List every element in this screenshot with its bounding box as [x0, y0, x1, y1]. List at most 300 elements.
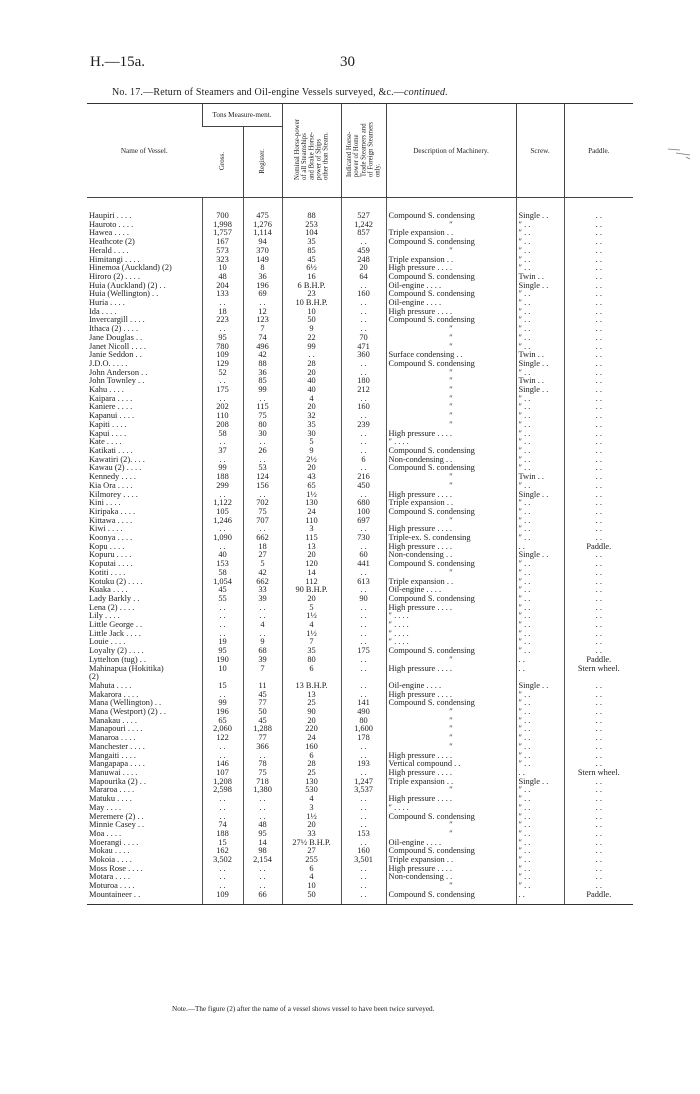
cell-indicated: . .	[341, 586, 386, 595]
cell-gross: . .	[202, 865, 243, 874]
cell-paddle: . .	[564, 369, 633, 378]
table-row	[87, 430, 633, 439]
cell-name: Koputai . . . .	[89, 560, 133, 569]
cell-screw: ″ . .	[516, 438, 564, 447]
cell-nominal: 25	[282, 699, 341, 708]
cell-screw: Single . .	[516, 491, 564, 500]
cell-indicated: 70	[341, 334, 386, 343]
col-gross-header-text: Gross.	[217, 151, 226, 171]
cell-name: Moa . . . .	[89, 829, 122, 838]
cell-screw: ″ . .	[516, 508, 564, 517]
cell-indicated: . .	[341, 630, 386, 639]
cell-machinery: ″	[386, 717, 516, 726]
cell-register	[243, 673, 282, 682]
cell-gross: 133	[202, 290, 243, 299]
table-row	[87, 586, 633, 595]
cell-nominal: 20	[282, 595, 341, 604]
cell-indicated: . .	[341, 882, 386, 891]
cell-name: Loyalty (2) . . . .	[89, 647, 144, 656]
cell-screw: ″ . .	[516, 264, 564, 273]
cell-gross: . .	[202, 299, 243, 308]
cell-nominal: 220	[282, 725, 341, 734]
cell-indicated: . .	[341, 813, 386, 822]
cell-name: Mangapapa . . . .	[89, 760, 145, 769]
cell-paddle	[564, 673, 633, 682]
cell-machinery: Compound S. condensing	[386, 290, 516, 299]
cell-gross: 99	[202, 699, 243, 708]
cell-paddle: . .	[564, 238, 633, 247]
table-row	[87, 395, 633, 404]
cell-screw: ″ . .	[516, 873, 564, 882]
cell-paddle: Stern wheel.	[564, 769, 633, 778]
cell-name: Kopu . . . .	[89, 542, 125, 551]
cell-gross: 204	[202, 282, 243, 291]
cell-name: Little George . .	[89, 621, 143, 630]
cell-indicated: 1,247	[341, 778, 386, 787]
cell-screw: ″ . .	[516, 229, 564, 238]
cell-name: Huia (Auckland) (2) . .	[89, 281, 166, 290]
cell-paddle: . .	[564, 839, 633, 848]
cell-indicated: 248	[341, 256, 386, 265]
cell-machinery: ″	[386, 334, 516, 343]
page-code: H.—15a.	[90, 54, 145, 70]
indicated-line-5: only.	[374, 163, 382, 178]
cell-nominal: 20	[282, 717, 341, 726]
cell-nominal: 10	[282, 308, 341, 317]
cell-nominal: 9	[282, 447, 341, 456]
cell-name: Mararoa . . . .	[89, 786, 135, 795]
cell-machinery: Triple expansion . .	[386, 256, 516, 265]
cell-screw: ″ . .	[516, 308, 564, 317]
cell-nominal: 23	[282, 290, 341, 299]
cell-gross: 99	[202, 464, 243, 473]
indicated-line-2: power of Home	[352, 134, 360, 178]
cell-machinery: High pressure . . . .	[386, 769, 516, 778]
cell-screw: ″ . .	[516, 316, 564, 325]
cell-register: . .	[243, 525, 282, 534]
cell-machinery: Compound S. condensing	[386, 560, 516, 569]
cell-nominal: 253	[282, 221, 341, 230]
cell-paddle: . .	[564, 308, 633, 317]
cell-paddle: . .	[564, 386, 633, 395]
cell-gross: 2,060	[202, 725, 243, 734]
cell-machinery: High pressure . . . .	[386, 525, 516, 534]
cell-machinery: Compound S. condensing	[386, 647, 516, 656]
cell-gross: 573	[202, 247, 243, 256]
cell-paddle: . .	[564, 638, 633, 647]
cell-register: 662	[243, 578, 282, 587]
cell-nominal: 255	[282, 856, 341, 865]
cell-gross: 1,757	[202, 229, 243, 238]
cell-screw: ″ . .	[516, 795, 564, 804]
table-row	[87, 673, 633, 682]
cell-name: Himitangi . . . .	[89, 255, 140, 264]
cell-gross: . .	[202, 743, 243, 752]
cell-nominal: 110	[282, 517, 341, 526]
cell-gross: 196	[202, 708, 243, 717]
cell-screw: ″ . .	[516, 839, 564, 848]
cell-indicated: 459	[341, 247, 386, 256]
cell-machinery: ″	[386, 247, 516, 256]
nominal-line-1: Nominal Horse-power	[293, 119, 301, 180]
cell-name: Mokoia . . . .	[89, 856, 132, 865]
cell-indicated: 6	[341, 456, 386, 465]
cell-gross: 1,122	[202, 499, 243, 508]
table-row	[87, 438, 633, 447]
cell-nominal: 43	[282, 473, 341, 482]
table-row	[87, 612, 633, 621]
cell-name: Mangaiti . . . .	[89, 751, 136, 760]
table-row	[87, 334, 633, 343]
cell-paddle: . .	[564, 534, 633, 543]
cell-paddle: . .	[564, 612, 633, 621]
table-row	[87, 752, 633, 761]
cell-register: 7	[243, 665, 282, 674]
cell-name: Huria . . . .	[89, 299, 125, 308]
cell-nominal: 40	[282, 377, 341, 386]
cell-register: 45	[243, 717, 282, 726]
cell-machinery: ″	[386, 473, 516, 482]
cell-paddle: . .	[564, 456, 633, 465]
cell-name: Kiripaka . . . .	[89, 507, 136, 516]
cell-screw: Twin . .	[516, 273, 564, 282]
table-row	[87, 534, 633, 543]
cell-machinery: Triple expansion . .	[386, 499, 516, 508]
cell-register: 5	[243, 560, 282, 569]
cell-machinery: Surface condensing . .	[386, 351, 516, 360]
cell-paddle: . .	[564, 343, 633, 352]
cell-screw: ″ . .	[516, 456, 564, 465]
cell-name: Kapanui . . . .	[89, 412, 135, 421]
cell-machinery: High pressure . . . .	[386, 865, 516, 874]
col-indicated-header	[341, 104, 386, 198]
cell-screw: ″ . .	[516, 725, 564, 734]
cell-indicated: . .	[341, 656, 386, 665]
cell-gross: 95	[202, 334, 243, 343]
cell-indicated: . .	[341, 447, 386, 456]
cell-nominal: 1½	[282, 612, 341, 621]
cell-paddle: . .	[564, 290, 633, 299]
table-row	[87, 813, 633, 822]
cell-gross: 175	[202, 386, 243, 395]
cell-gross: 1,054	[202, 578, 243, 587]
cell-nominal: 104	[282, 229, 341, 238]
cell-name: Hauroto . . . .	[89, 220, 134, 229]
cell-screw: . .	[516, 543, 564, 552]
cell-machinery: ″	[386, 830, 516, 839]
cell-machinery: ″	[386, 482, 516, 491]
cell-gross: . .	[202, 543, 243, 552]
cell-nominal: 50	[282, 316, 341, 325]
cell-paddle: . .	[564, 821, 633, 830]
cell-machinery: Non-condensing . .	[386, 873, 516, 882]
cell-screw: . .	[516, 891, 564, 904]
cell-screw: ″ . .	[516, 638, 564, 647]
cell-register: 36	[243, 273, 282, 282]
cell-name: Mana (Wellington) . .	[89, 699, 162, 708]
table-row	[87, 743, 633, 752]
cell-machinery: Compound S. condensing	[386, 360, 516, 369]
cell-register: 366	[243, 743, 282, 752]
cell-indicated: 20	[341, 264, 386, 273]
cell-nominal	[282, 673, 341, 682]
cell-indicated: 3,501	[341, 856, 386, 865]
cell-paddle: . .	[564, 421, 633, 430]
cell-screw: Twin . .	[516, 377, 564, 386]
cell-paddle: . .	[564, 595, 633, 604]
cell-indicated	[341, 673, 386, 682]
table-row	[87, 560, 633, 569]
table-row	[87, 403, 633, 412]
cell-machinery: ″	[386, 725, 516, 734]
cell-screw: ″ . .	[516, 290, 564, 299]
cell-screw: ″ . .	[516, 325, 564, 334]
cell-gross: 52	[202, 369, 243, 378]
cell-indicated: . .	[341, 569, 386, 578]
cell-paddle: . .	[564, 682, 633, 691]
col-description-header: Description of Machinery.	[386, 104, 516, 198]
cell-gross: 190	[202, 656, 243, 665]
cell-nominal: 20	[282, 464, 341, 473]
table-row	[87, 282, 633, 291]
cell-indicated: . .	[341, 665, 386, 674]
cell-nominal: 6	[282, 665, 341, 674]
cell-indicated: 441	[341, 560, 386, 569]
cell-gross: 37	[202, 447, 243, 456]
cell-paddle: . .	[564, 464, 633, 473]
cell-gross: 188	[202, 473, 243, 482]
cell-name: Kate . . . .	[89, 438, 122, 447]
cell-paddle: . .	[564, 325, 633, 334]
cell-screw: ″ . .	[516, 499, 564, 508]
cell-register: 7	[243, 325, 282, 334]
cell-register: 1,288	[243, 725, 282, 734]
cell-gross: 153	[202, 560, 243, 569]
cell-screw: ″ . .	[516, 717, 564, 726]
cell-paddle: . .	[564, 551, 633, 560]
cell-nominal: 4	[282, 621, 341, 630]
cell-indicated: . .	[341, 430, 386, 439]
cell-gross: . .	[202, 438, 243, 447]
cell-screw: ″ . .	[516, 621, 564, 630]
cell-register: 14	[243, 839, 282, 848]
table-row	[87, 273, 633, 282]
cell-machinery: ″ . . . .	[386, 638, 516, 647]
cell-name: Kittawa . . . .	[89, 516, 133, 525]
cell-name: Manaroa . . . .	[89, 734, 136, 743]
cell-indicated: . .	[341, 682, 386, 691]
cell-register: 1,114	[243, 229, 282, 238]
table-row	[87, 734, 633, 743]
cell-name: Manapouri . . . .	[89, 725, 143, 734]
cell-screw: ″ . .	[516, 586, 564, 595]
cell-register: . .	[243, 795, 282, 804]
col-nominal-header-text	[294, 119, 330, 180]
cell-nominal: 27½ B.H.P.	[282, 839, 341, 848]
cell-nominal: 6	[282, 865, 341, 874]
cell-register: 42	[243, 569, 282, 578]
cell-nominal: 4	[282, 395, 341, 404]
cell-indicated: . .	[341, 691, 386, 700]
table-row	[87, 691, 633, 700]
cell-paddle: . .	[564, 717, 633, 726]
cell-paddle: . .	[564, 198, 633, 221]
table-title-continued: continued.	[404, 87, 448, 98]
cell-machinery: Compound S. condensing	[386, 699, 516, 708]
cell-indicated: . .	[341, 491, 386, 500]
cell-register: 1,380	[243, 786, 282, 795]
cell-name: Ithaca (2) . . . .	[89, 325, 139, 334]
cell-indicated: 697	[341, 517, 386, 526]
cell-nominal: 22	[282, 334, 341, 343]
cell-register: 45	[243, 691, 282, 700]
cell-register: 8	[243, 264, 282, 273]
cell-register: 4	[243, 621, 282, 630]
cell-nominal: 6	[282, 752, 341, 761]
table-row	[87, 421, 633, 430]
cell-gross: 15	[202, 682, 243, 691]
cell-nominal: 32	[282, 412, 341, 421]
cell-register: 53	[243, 464, 282, 473]
table-row	[87, 238, 633, 247]
cell-gross: . .	[202, 621, 243, 630]
cell-indicated: . .	[341, 795, 386, 804]
cell-machinery: ″	[386, 395, 516, 404]
cell-screw: . .	[516, 656, 564, 665]
cell-register: 18	[243, 543, 282, 552]
cell-indicated: 90	[341, 595, 386, 604]
cell-name: Kini . . . .	[89, 499, 121, 508]
cell-name: Kuaka . . . .	[89, 586, 128, 595]
cell-paddle: . .	[564, 473, 633, 482]
cell-machinery: Oil-engine . . . .	[386, 299, 516, 308]
cell-register: 26	[243, 447, 282, 456]
cell-indicated: 527	[341, 198, 386, 221]
table-row	[87, 491, 633, 500]
cell-gross: 109	[202, 891, 243, 904]
cell-name: Mana (Westport) (2) . .	[89, 708, 167, 717]
cell-indicated: . .	[341, 525, 386, 534]
cell-nominal: 24	[282, 734, 341, 743]
cell-screw: ″ . .	[516, 691, 564, 700]
cell-paddle: . .	[564, 447, 633, 456]
cell-gross: 55	[202, 595, 243, 604]
cell-gross: 19	[202, 638, 243, 647]
cell-register: 196	[243, 282, 282, 291]
cell-paddle: . .	[564, 264, 633, 273]
col-tonnage-header: Tons Measure-ment.	[202, 104, 282, 127]
table-row	[87, 290, 633, 299]
cell-screw	[516, 673, 564, 682]
cell-name: Katikati . . . .	[89, 446, 133, 455]
cell-paddle: . .	[564, 430, 633, 439]
cell-gross: 109	[202, 351, 243, 360]
cell-screw: ″ . .	[516, 786, 564, 795]
cell-gross: 15	[202, 839, 243, 848]
cell-screw: ″ . .	[516, 525, 564, 534]
table-row	[87, 717, 633, 726]
cell-nominal: 10 B.H.P.	[282, 299, 341, 308]
table-row	[87, 769, 633, 778]
cell-screw: ″ . .	[516, 760, 564, 769]
table-row	[87, 882, 633, 891]
cell-screw: ″ . .	[516, 708, 564, 717]
cell-register: . .	[243, 438, 282, 447]
cell-gross: . .	[202, 395, 243, 404]
cell-paddle: . .	[564, 830, 633, 839]
cell-screw: ″ . .	[516, 647, 564, 656]
cell-nominal: 13	[282, 543, 341, 552]
cell-screw: ″ . .	[516, 604, 564, 613]
cell-paddle: . .	[564, 360, 633, 369]
cell-screw: Single . .	[516, 682, 564, 691]
table-row	[87, 708, 633, 717]
cell-register: 68	[243, 647, 282, 656]
cell-gross: 74	[202, 821, 243, 830]
cell-name: Lily . . . .	[89, 612, 120, 621]
cell-register: 36	[243, 369, 282, 378]
cell-indicated: 212	[341, 386, 386, 395]
cell-paddle: . .	[564, 778, 633, 787]
cell-register: 30	[243, 430, 282, 439]
cell-indicated: . .	[341, 360, 386, 369]
cell-nominal: 2½	[282, 456, 341, 465]
cell-paddle: Paddle.	[564, 891, 633, 904]
cell-gross: 223	[202, 316, 243, 325]
cell-indicated: 239	[341, 421, 386, 430]
cell-paddle: Paddle.	[564, 656, 633, 665]
cell-gross: 162	[202, 847, 243, 856]
cell-name: Meremere (2) . .	[89, 812, 144, 821]
cell-gross: . .	[202, 873, 243, 882]
cell-name: Lady Barkly . .	[89, 594, 140, 603]
cell-screw: Single . .	[516, 360, 564, 369]
cell-indicated: 857	[341, 229, 386, 238]
cell-paddle: . .	[564, 403, 633, 412]
cell-indicated: . .	[341, 316, 386, 325]
cell-register: 85	[243, 377, 282, 386]
cell-screw: Single . .	[516, 282, 564, 291]
cell-screw: ″ . .	[516, 804, 564, 813]
table-row	[87, 325, 633, 334]
cell-gross: 299	[202, 482, 243, 491]
cell-name: Mahinapua (Hokitika)	[89, 664, 164, 673]
cell-machinery: ″	[386, 708, 516, 717]
cell-indicated: . .	[341, 891, 386, 904]
cell-machinery: ″	[386, 343, 516, 352]
table-row	[87, 760, 633, 769]
cell-screw: ″ . .	[516, 560, 564, 569]
table-row	[87, 229, 633, 238]
cell-name: Herald . . . .	[89, 246, 129, 255]
cell-nominal: 120	[282, 560, 341, 569]
cell-register: 77	[243, 734, 282, 743]
cell-gross: 105	[202, 508, 243, 517]
cell-paddle: . .	[564, 412, 633, 421]
cell-name: Hinemoa (Auckland) (2)	[89, 264, 172, 273]
cell-indicated: 180	[341, 377, 386, 386]
cell-register: 50	[243, 708, 282, 717]
cell-machinery: Triple-ex. S. condensing	[386, 534, 516, 543]
cell-paddle: . .	[564, 882, 633, 891]
cell-machinery: High pressure . . . .	[386, 491, 516, 500]
cell-register: 74	[243, 334, 282, 343]
table-row	[87, 351, 633, 360]
cell-nominal: 14	[282, 569, 341, 578]
cell-nominal: 20	[282, 369, 341, 378]
cell-paddle: . .	[564, 752, 633, 761]
cell-register: . .	[243, 630, 282, 639]
